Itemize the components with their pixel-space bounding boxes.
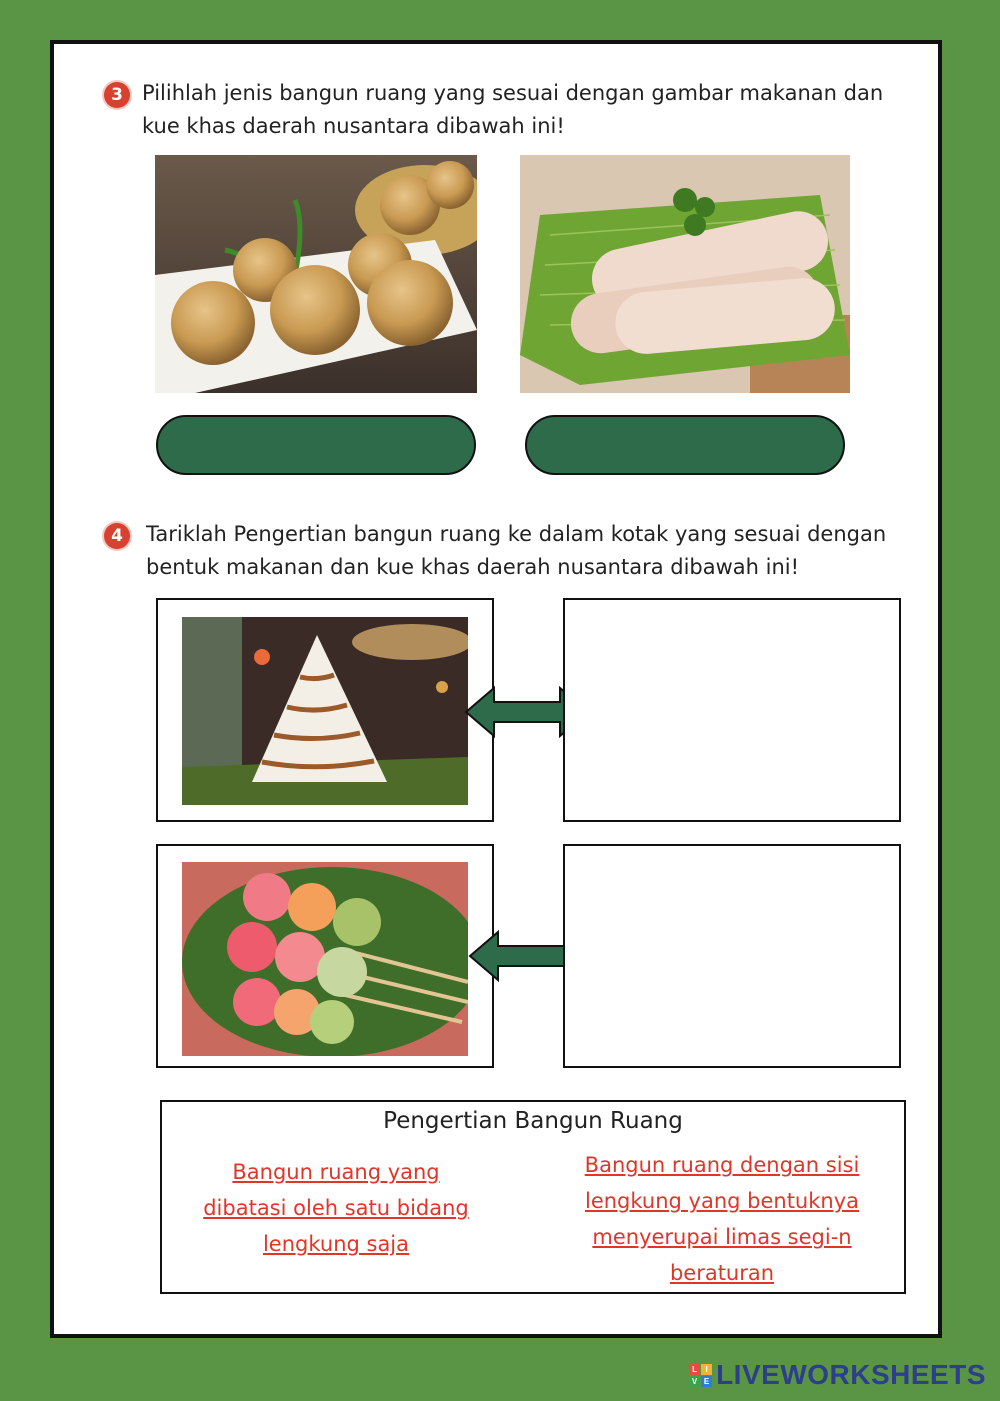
definition-pyramid-line-1: Bangun ruang dengan sisi	[584, 1153, 860, 1177]
definition-pyramid-line-4: beraturan	[669, 1261, 775, 1285]
onde-onde-photo	[155, 155, 477, 393]
definition-card-cone[interactable]	[186, 1154, 486, 1262]
question-3-text	[142, 77, 922, 143]
question-3-badge: 3	[104, 82, 130, 108]
logo-letter: I	[701, 1364, 712, 1375]
rice-cake-photo	[520, 155, 850, 393]
question-4-text	[146, 518, 926, 584]
question-3-line-1: Pilihlah jenis bangun ruang yang sesuai dengan gambar makanan dan	[142, 81, 884, 105]
cilok-image-frame	[156, 844, 494, 1068]
definition-card-pyramid-like[interactable]	[562, 1147, 882, 1291]
definition-cone-line-2: dibatasi oleh satu bidang	[203, 1196, 469, 1220]
logo-letter: V	[689, 1376, 700, 1387]
tumpeng-photo	[182, 617, 468, 805]
tumpeng-image-frame	[156, 598, 494, 822]
liveworksheets-brand[interactable]	[689, 1359, 986, 1391]
definition-pyramid-line-3: menyerupai limas segi-n	[592, 1225, 852, 1249]
nasi-tumpeng-cone-icon	[182, 617, 468, 805]
cilok-skewered-balls-icon	[182, 862, 468, 1056]
question-4-badge: 4	[104, 523, 130, 549]
onde-onde-sesame-balls-icon	[155, 155, 477, 393]
drop-box-tumpeng[interactable]	[563, 598, 901, 822]
definition-cone-line-3: lengkung saja	[262, 1232, 410, 1256]
cylindrical-rice-cake-icon	[520, 155, 850, 393]
logo-letter: E	[701, 1376, 712, 1387]
answer-field-onde-onde[interactable]	[156, 415, 476, 475]
liveworksheets-logo-icon	[689, 1364, 712, 1387]
definition-pyramid-line-2: lengkung yang bentuknya	[584, 1189, 859, 1213]
definitions-panel	[160, 1100, 906, 1294]
question-3-line-2: kue khas daerah nusantara dibawah ini!	[142, 114, 565, 138]
worksheet-page	[50, 40, 942, 1338]
question-4-line-2: bentuk makanan dan kue khas daerah nusantara dibawah ini!	[146, 555, 800, 579]
definitions-title: Pengertian Bangun Ruang	[383, 1108, 683, 1134]
drop-box-cilok[interactable]	[563, 844, 901, 1068]
answer-field-rice-cake[interactable]	[525, 415, 845, 475]
logo-letter: L	[689, 1364, 700, 1375]
question-4-line-1: Tariklah Pengertian bangun ruang ke dalam kotak yang sesuai dengan	[146, 522, 887, 546]
cilok-photo	[182, 862, 468, 1056]
definition-cone-line-1: Bangun ruang yang	[232, 1160, 440, 1184]
liveworksheets-wordmark: LIVEWORKSHEETS	[716, 1359, 986, 1390]
